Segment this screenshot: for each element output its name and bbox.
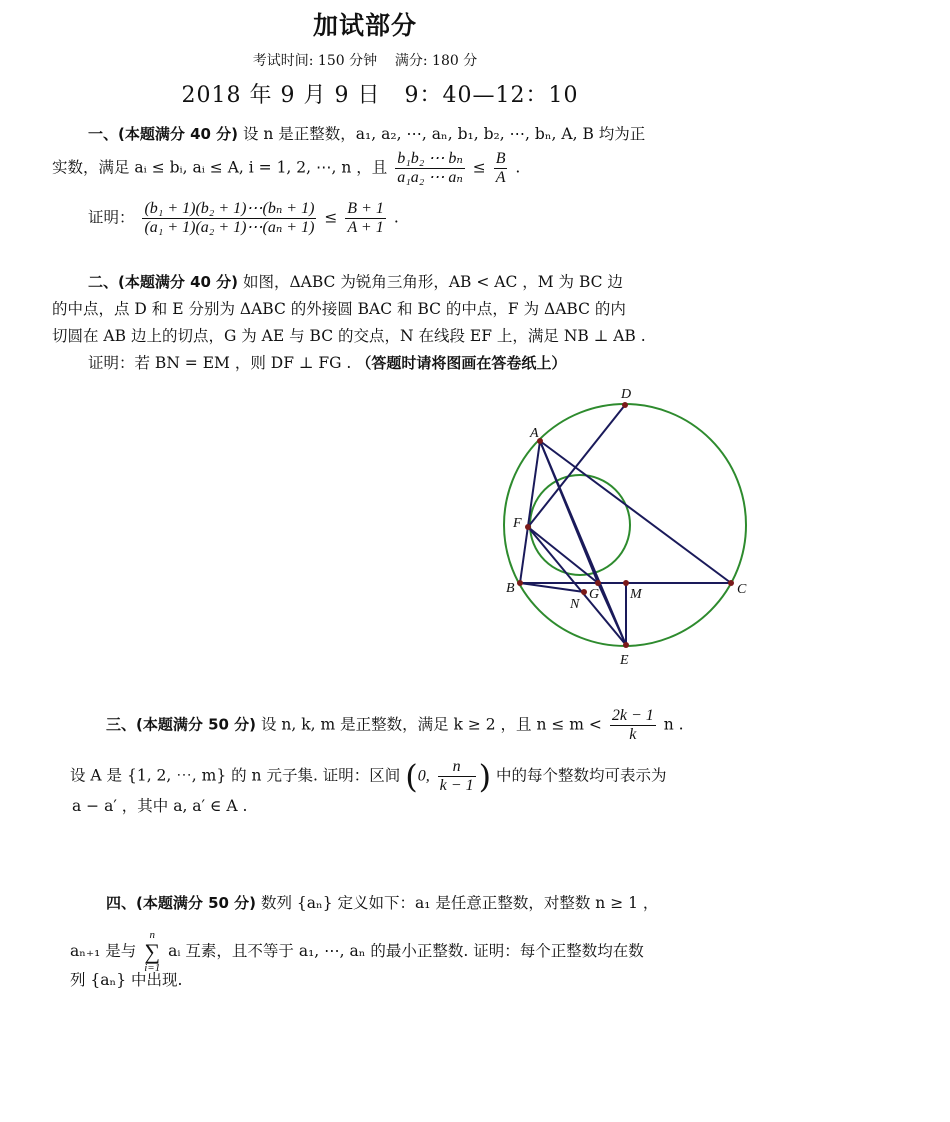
segment-DF bbox=[528, 405, 625, 527]
point-B bbox=[517, 580, 523, 586]
problem-2-line-3: 切圆在 AB 边上的切点，G 为 AE 与 BC 的交点，N 在线段 EF 上，满足 NB ⊥ AB . bbox=[52, 327, 646, 345]
problem-1-period: . bbox=[515, 158, 521, 177]
fraction-numerator: B + 1 bbox=[347, 200, 384, 217]
problem-1-line-1 bbox=[88, 124, 645, 144]
exam-meta: 考试时间: 150 分钟 满分: 180 分 bbox=[252, 53, 478, 69]
point-F bbox=[525, 524, 531, 530]
problem-1-fraction-products bbox=[142, 200, 316, 237]
problem-4-line-2 bbox=[70, 930, 644, 974]
problem-1-text-1: 设 n 是正整数，a₁, a₂, ⋯, aₙ, b₁, b₂, ⋯, bₙ, A, B 均为正 bbox=[242, 125, 646, 143]
problem-3-heading: 三、(本题满分 50 分) bbox=[106, 715, 257, 734]
problem-3-text-1: 设 n, k, m 是正整数，满足 k ≥ 2 ，且 n ≤ m < bbox=[260, 715, 602, 734]
sum-lower: i=1 bbox=[144, 962, 161, 974]
exam-date: 2018 年 9 月 9 日 9：40—12：10 bbox=[181, 83, 579, 108]
problem-3-text-2: 设 A 是 {1, 2, ⋯, m} 的 n 元子集. 证明：区间 bbox=[70, 766, 401, 785]
problem-1-text-2: 实数，满足 aᵢ ≤ bᵢ, aᵢ ≤ A, i = 1, 2, ⋯, n ，且 bbox=[52, 158, 388, 177]
problem-1-fraction-b-over-a bbox=[395, 150, 465, 187]
label-N: N bbox=[570, 597, 580, 612]
problem-4-text-2-end: aᵢ 互素，且不等于 a₁, ⋯, aₙ 的最小正整数. 证明：每个正整数均在数 bbox=[168, 942, 644, 960]
point-E bbox=[623, 642, 629, 648]
geometry-figure bbox=[480, 385, 770, 675]
label-E: E bbox=[620, 653, 629, 668]
label-C: C bbox=[737, 582, 747, 597]
summation bbox=[144, 930, 160, 974]
incircle bbox=[530, 475, 630, 575]
point-D bbox=[622, 402, 628, 408]
sum-sign: ∑ bbox=[144, 939, 161, 964]
problem-4-heading: 四、(本题满分 50 分) bbox=[106, 894, 257, 912]
problem-2-note: （答题时请将图画在答卷纸上） bbox=[356, 354, 567, 372]
problem-2-line-1 bbox=[88, 272, 623, 292]
segment-AB bbox=[520, 441, 540, 583]
problem-1-line-3 bbox=[88, 200, 399, 237]
label-G: G bbox=[589, 587, 600, 602]
problem-1-period: . bbox=[393, 208, 399, 227]
problem-2-line-2: 的中点，点 D 和 E 分别为 ΔABC 的外接圆 BAC 和 BC 的中点，F 为 ΔABC 的内 bbox=[52, 300, 626, 318]
problem-3-line-2 bbox=[70, 758, 667, 795]
fraction-denominator: k − 1 bbox=[439, 777, 474, 794]
interval-left: 0, bbox=[417, 767, 430, 785]
fraction-denominator: a₁a₂ ⋯ aₙ bbox=[397, 169, 463, 186]
fraction-numerator: B bbox=[495, 150, 506, 167]
label-A: A bbox=[530, 426, 539, 441]
problem-1-fraction-B-over-A bbox=[494, 150, 508, 187]
left-paren: ( bbox=[405, 757, 418, 796]
problem-4-line-3: 列 {aₙ} 中出现. bbox=[70, 971, 183, 989]
fraction-numerator: b₁b₂ ⋯ bₙ bbox=[397, 150, 463, 167]
problem-3-line-3: a − a′ ，其中 a, a′ ∈ A . bbox=[72, 797, 248, 815]
page-title: 加试部分 bbox=[312, 11, 417, 40]
right-paren: ) bbox=[478, 757, 492, 796]
point-N bbox=[581, 589, 587, 595]
problem-1-relation: ≤ bbox=[472, 158, 486, 177]
problem-3-text-1-end: n . bbox=[663, 715, 684, 734]
fraction-denominator: A bbox=[495, 169, 506, 186]
problem-1-line-2 bbox=[52, 150, 520, 187]
point-G bbox=[595, 580, 601, 586]
problem-1-heading: 一、(本题满分 40 分) bbox=[88, 125, 239, 143]
problem-2-text-4: 证明：若 BN = EM ，则 DF ⊥ FG . bbox=[88, 354, 352, 372]
label-B: B bbox=[506, 581, 515, 596]
problem-1-proof-label: 证明： bbox=[88, 208, 135, 227]
problem-1-relation: ≤ bbox=[324, 208, 338, 227]
label-F: F bbox=[513, 516, 522, 531]
fraction-numerator: (b₁ + 1)(b₂ + 1)⋯(bₙ + 1) bbox=[144, 200, 315, 217]
problem-1-fraction-B1-over-A1 bbox=[345, 200, 386, 237]
problem-2-line-4 bbox=[88, 353, 566, 373]
fraction-numerator: 2k − 1 bbox=[611, 707, 654, 724]
fraction-denominator: (a₁ + 1)(a₂ + 1)⋯(aₙ + 1) bbox=[144, 219, 315, 236]
problem-3-line-1 bbox=[106, 707, 684, 744]
problem-3-fraction bbox=[610, 707, 656, 744]
problem-4-text-1: 数列 {aₙ} 定义如下：a₁ 是任意正整数，对整数 n ≥ 1 ， bbox=[260, 894, 659, 912]
sum-upper: n bbox=[149, 929, 155, 941]
label-M: M bbox=[630, 587, 642, 602]
fraction-denominator: k bbox=[629, 726, 637, 743]
segment-GE bbox=[598, 583, 626, 645]
problem-4-text-2: aₙ₊₁ 是与 bbox=[70, 942, 137, 960]
point-C bbox=[728, 580, 734, 586]
fraction-numerator: n bbox=[438, 758, 476, 777]
point-M bbox=[623, 580, 629, 586]
problem-4-line-1 bbox=[106, 893, 658, 913]
problem-2-text-1: 如图，ΔABC 为锐角三角形，AB < AC ，M 为 BC 边 bbox=[242, 273, 623, 291]
label-D: D bbox=[621, 387, 632, 402]
fraction-denominator: A + 1 bbox=[347, 219, 384, 236]
problem-2-heading: 二、(本题满分 40 分) bbox=[88, 273, 239, 291]
interval-fraction bbox=[438, 758, 476, 795]
problem-3-text-2-end: 中的每个整数均可表示为 bbox=[496, 766, 667, 785]
